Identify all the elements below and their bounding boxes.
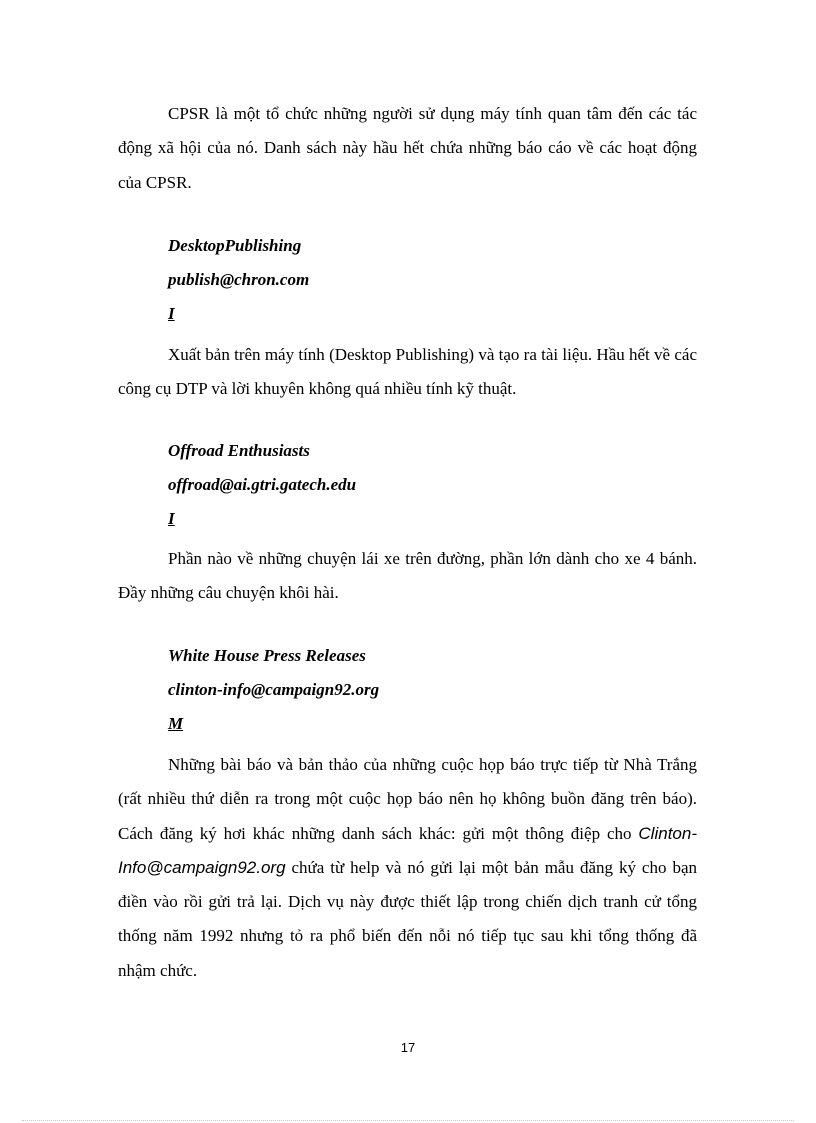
- description-text: chứa từ help và nó gửi lại một bản mẫu đăng ký cho bạn điền vào rồi gửi trả lại. Dịch vụ này được thiết lập trong chiến dịch tranh cử tổng thống năm 1992 nhưng tỏ ra phổ biến đến nỗi nó tiếp tục sau khi tổng thống đã nhậm chức.: [118, 857, 697, 980]
- entry-code: I: [168, 509, 175, 528]
- entry-email: publish@chron.com: [168, 270, 310, 289]
- page-bottom-border: [22, 1120, 794, 1121]
- entry-name: White House Press Releases: [168, 646, 366, 665]
- intro-paragraph: CPSR là một tổ chức những người sử dụng máy tính quan tâm đến các tác động xã hội của nó. Danh sách này hầu hết chứa những báo cáo về các hoạt động của CPSR.: [118, 104, 697, 192]
- page-number: 17: [400, 1040, 416, 1055]
- entry-code: M: [168, 714, 184, 733]
- entry-description: Xuất bản trên máy tính (Desktop Publishing) và tạo ra tài liệu. Hầu hết về các công cụ DTP và lời khuyên không quá nhiều tính kỹ thuật.: [118, 345, 697, 399]
- inline-email: Clinton-Info@campaign92.org: [118, 823, 697, 877]
- entry-description: Phần nào về những chuyện lái xe trên đường, phần lớn dành cho xe 4 bánh. Đầy những câu chuyện khôi hài.: [118, 549, 697, 603]
- entry-name: Offroad Enthusiasts: [168, 441, 310, 460]
- entry-description: [118, 748, 697, 988]
- description-text: Những bài báo và bản thảo của những cuộc họp báo trực tiếp từ Nhà Trắng (rất nhiều thứ diễn ra trong một cuộc họp báo nên họ không buồn đăng trên báo). Cách đăng ký hơi khác những danh sách khác: gửi một thông điệp cho: [118, 755, 697, 843]
- entry-email: clinton-info@campaign92.org: [168, 680, 380, 699]
- entry-email: offroad@ai.gtri.gatech.edu: [168, 475, 357, 494]
- entry-name: DesktopPublishing: [168, 236, 302, 255]
- entry-code: I: [168, 304, 175, 323]
